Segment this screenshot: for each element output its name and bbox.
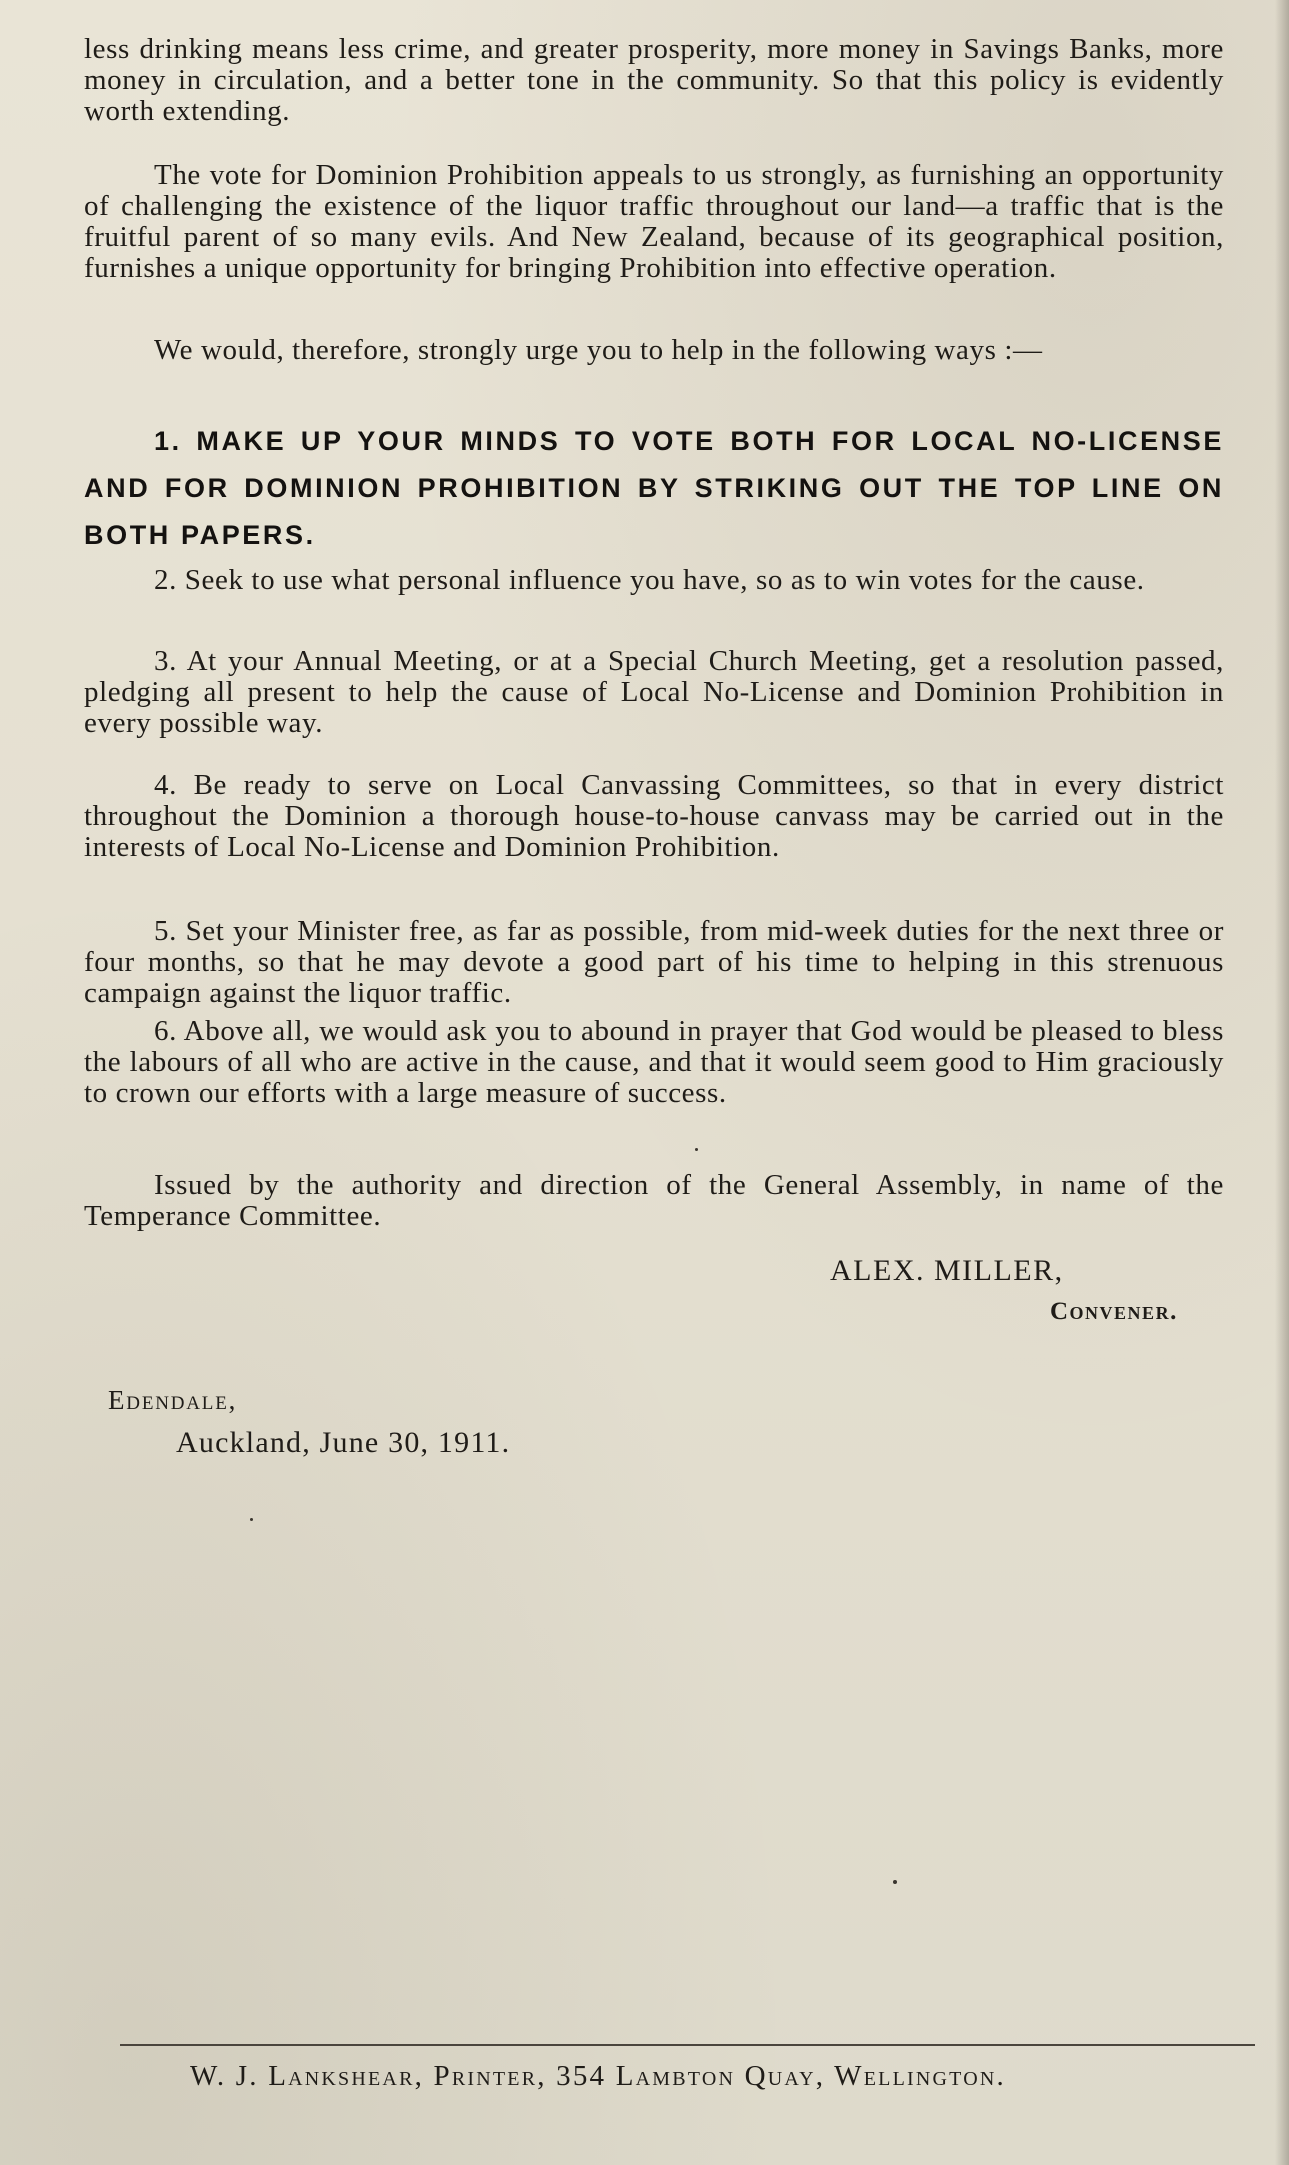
dateline-place: Edendale, [108,1385,238,1415]
point-1-bold-instruction: 1. MAKE UP YOUR MINDS TO VOTE BOTH FOR LOCAL NO-LICENSE AND FOR DOMINION PROHIBITION BY STRIKING OUT THE TOP LINE ON BOTH PAPERS. [84,426,1224,550]
signatory-name: ALEX. MILLER, [830,1254,1064,1287]
point-2-paragraph: 2. Seek to use what personal influence you have, so as to win votes for the cause. [154,564,1145,596]
printer-imprint: W. J. Lankshear, Printer, 354 Lambton Quay, Wellington. [190,2060,1006,2092]
ink-speck [893,1880,897,1884]
signatory-title: Convener. [1050,1298,1178,1325]
page-edge-shadow [1275,0,1289,2165]
dominion-vote-paragraph: The vote for Dominion Prohibition appeals to us strongly, as furnishing an opportunity of challenging the existence of the liquor traffic throughout our land—a traffic that is the fruitful parent of so many evils. And New Zealand, because of its geographical position, furnishes a unique opportunity for bringing Prohibition into effective operation. [84,159,1224,284]
point-5-paragraph: 5. Set your Minister free, as far as possible, from mid-week duties for the next three or four months, so that he may devote a good part of his time to helping in this strenuous campaign against the liquor traffic. [84,915,1224,1009]
footer-rule [120,2044,1255,2046]
issued-by-paragraph: Issued by the authority and direction of the General Assembly, in name of the Temperance Committee. [84,1169,1224,1232]
urge-paragraph: We would, therefore, strongly urge you to help in the following ways :— [154,334,1043,366]
point-6-paragraph: 6. Above all, we would ask you to abound in prayer that God would be pleased to bless the labours of all who are active in the cause, and that it would seem good to Him graciously to crown our efforts with a large measure of success. [84,1015,1224,1109]
ink-speck [695,1148,698,1151]
intro-paragraph: less drinking means less crime, and greater prosperity, more money in Savings Banks, more money in circulation, and a better tone in the community. So that this policy is evidently worth extending. [84,33,1224,127]
ink-speck [250,1518,253,1521]
point-3-paragraph: 3. At your Annual Meeting, or at a Special Church Meeting, get a resolution passed, pledging all present to help the cause of Local No-License and Dominion Prohibition in every possible way. [84,645,1224,739]
dateline-date: Auckland, June 30, 1911. [176,1426,511,1459]
point-4-paragraph: 4. Be ready to serve on Local Canvassing Committees, so that in every district throughout the Dominion a thorough house-to-house canvass may be carried out in the interests of Local No-License and Dominion Prohibition. [84,769,1224,863]
